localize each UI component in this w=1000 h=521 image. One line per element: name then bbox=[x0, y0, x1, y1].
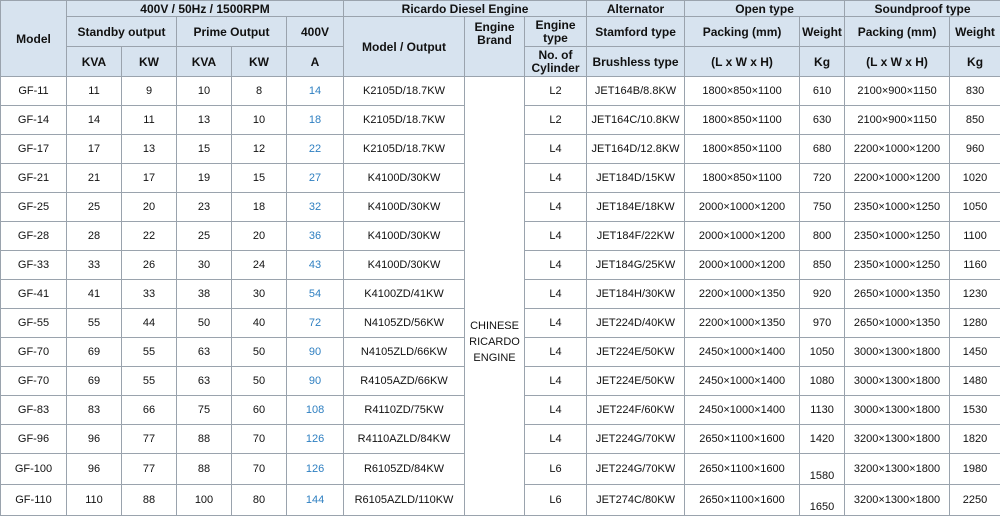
standby-kw-cell: 33 bbox=[122, 280, 177, 309]
engine-model-cell: R6105ZD/84KW bbox=[344, 454, 465, 485]
header-cylinders: No. of Cylinder bbox=[525, 47, 587, 77]
alternator-cell: JET224E/50KW bbox=[587, 367, 685, 396]
cylinder-cell: L4 bbox=[525, 338, 587, 367]
prime-kw-cell: 10 bbox=[232, 106, 287, 135]
soundproof-packing-cell: 3000×1300×1800 bbox=[845, 338, 950, 367]
header-stamford-type: Stamford type bbox=[587, 17, 685, 47]
prime-kw-cell: 24 bbox=[232, 251, 287, 280]
amp-cell: 126 bbox=[287, 454, 344, 485]
header-engine-brand: Engine Brand bbox=[465, 17, 525, 77]
engine-model-cell: N4105ZLD/66KW bbox=[344, 338, 465, 367]
open-weight-cell: 800 bbox=[800, 222, 845, 251]
prime-kw-cell: 70 bbox=[232, 454, 287, 485]
alternator-cell: JET224G/70KW bbox=[587, 425, 685, 454]
header-open-type: Open type bbox=[685, 1, 845, 17]
cylinder-cell: L4 bbox=[525, 309, 587, 338]
soundproof-weight-cell: 2250 bbox=[950, 485, 1000, 516]
soundproof-packing-cell: 3200×1300×1800 bbox=[845, 425, 950, 454]
soundproof-weight-cell: 1450 bbox=[950, 338, 1000, 367]
standby-kw-cell: 55 bbox=[122, 338, 177, 367]
alternator-cell: JET164B/8.8KW bbox=[587, 77, 685, 106]
soundproof-packing-cell: 2100×900×1150 bbox=[845, 77, 950, 106]
soundproof-weight-cell: 960 bbox=[950, 135, 1000, 164]
standby-kva-cell: 25 bbox=[67, 193, 122, 222]
prime-kw-cell: 40 bbox=[232, 309, 287, 338]
alternator-cell: JET164C/10.8KW bbox=[587, 106, 685, 135]
prime-kva-cell: 19 bbox=[177, 164, 232, 193]
model-cell: GF-33 bbox=[1, 251, 67, 280]
cylinder-cell: L4 bbox=[525, 222, 587, 251]
prime-kva-cell: 88 bbox=[177, 454, 232, 485]
header-brushless-type: Brushless type bbox=[587, 47, 685, 77]
open-weight-cell: 680 bbox=[800, 135, 845, 164]
soundproof-weight-cell: 1050 bbox=[950, 193, 1000, 222]
prime-kva-cell: 38 bbox=[177, 280, 232, 309]
open-packing-cell: 2000×1000×1200 bbox=[685, 251, 800, 280]
standby-kva-cell: 17 bbox=[67, 135, 122, 164]
standby-kva-cell: 28 bbox=[67, 222, 122, 251]
open-weight-cell: 1650 bbox=[800, 485, 845, 516]
prime-kva-cell: 15 bbox=[177, 135, 232, 164]
engine-model-cell: K2105D/18.7KW bbox=[344, 77, 465, 106]
soundproof-weight-cell: 830 bbox=[950, 77, 1000, 106]
soundproof-packing-cell: 3200×1300×1800 bbox=[845, 454, 950, 485]
open-weight-cell: 970 bbox=[800, 309, 845, 338]
prime-kva-cell: 88 bbox=[177, 425, 232, 454]
standby-kw-cell: 77 bbox=[122, 454, 177, 485]
prime-kva-cell: 13 bbox=[177, 106, 232, 135]
amp-cell: 18 bbox=[287, 106, 344, 135]
standby-kw-cell: 17 bbox=[122, 164, 177, 193]
cylinder-cell: L4 bbox=[525, 251, 587, 280]
open-packing-cell: 2650×1100×1600 bbox=[685, 425, 800, 454]
prime-kw-cell: 30 bbox=[232, 280, 287, 309]
header-engine-type: Engine type bbox=[525, 17, 587, 47]
model-cell: GF-11 bbox=[1, 77, 67, 106]
amp-cell: 43 bbox=[287, 251, 344, 280]
prime-kva-cell: 50 bbox=[177, 309, 232, 338]
prime-kva-cell: 25 bbox=[177, 222, 232, 251]
model-cell: GF-25 bbox=[1, 193, 67, 222]
standby-kva-cell: 110 bbox=[67, 485, 122, 516]
soundproof-packing-cell: 3000×1300×1800 bbox=[845, 396, 950, 425]
model-cell: GF-55 bbox=[1, 309, 67, 338]
cylinder-cell: L4 bbox=[525, 425, 587, 454]
standby-kva-cell: 14 bbox=[67, 106, 122, 135]
prime-kva-cell: 100 bbox=[177, 485, 232, 516]
engine-model-cell: K4100D/30KW bbox=[344, 222, 465, 251]
prime-kw-cell: 80 bbox=[232, 485, 287, 516]
prime-kva-cell: 75 bbox=[177, 396, 232, 425]
standby-kva-cell: 11 bbox=[67, 77, 122, 106]
standby-kva-cell: 33 bbox=[67, 251, 122, 280]
engine-model-cell: R4110ZD/75KW bbox=[344, 396, 465, 425]
soundproof-weight-cell: 1280 bbox=[950, 309, 1000, 338]
amp-cell: 90 bbox=[287, 367, 344, 396]
alternator-cell: JET224E/50KW bbox=[587, 338, 685, 367]
model-cell: GF-28 bbox=[1, 222, 67, 251]
open-packing-cell: 1800×850×1100 bbox=[685, 77, 800, 106]
model-cell: GF-21 bbox=[1, 164, 67, 193]
standby-kw-cell: 77 bbox=[122, 425, 177, 454]
prime-kw-cell: 60 bbox=[232, 396, 287, 425]
engine-model-cell: R4110AZLD/84KW bbox=[344, 425, 465, 454]
standby-kva-cell: 41 bbox=[67, 280, 122, 309]
cylinder-cell: L4 bbox=[525, 367, 587, 396]
header-model: Model bbox=[1, 1, 67, 77]
soundproof-weight-cell: 1100 bbox=[950, 222, 1000, 251]
standby-kw-cell: 88 bbox=[122, 485, 177, 516]
prime-kw-cell: 50 bbox=[232, 367, 287, 396]
cylinder-cell: L2 bbox=[525, 77, 587, 106]
header-400v-group: 400V / 50Hz / 1500RPM bbox=[67, 1, 344, 17]
alternator-cell: JET224D/40KW bbox=[587, 309, 685, 338]
amp-cell: 27 bbox=[287, 164, 344, 193]
standby-kva-cell: 69 bbox=[67, 367, 122, 396]
amp-cell: 22 bbox=[287, 135, 344, 164]
open-weight-cell: 720 bbox=[800, 164, 845, 193]
open-weight-cell: 850 bbox=[800, 251, 845, 280]
engine-model-cell: K2105D/18.7KW bbox=[344, 106, 465, 135]
header-400v: 400V bbox=[287, 17, 344, 47]
open-packing-cell: 2200×1000×1350 bbox=[685, 280, 800, 309]
prime-kw-cell: 50 bbox=[232, 338, 287, 367]
model-cell: GF-70 bbox=[1, 338, 67, 367]
amp-cell: 126 bbox=[287, 425, 344, 454]
amp-cell: 144 bbox=[287, 485, 344, 516]
open-weight-cell: 920 bbox=[800, 280, 845, 309]
header-amp: A bbox=[287, 47, 344, 77]
standby-kw-cell: 44 bbox=[122, 309, 177, 338]
standby-kw-cell: 26 bbox=[122, 251, 177, 280]
model-cell: GF-83 bbox=[1, 396, 67, 425]
soundproof-weight-cell: 1480 bbox=[950, 367, 1000, 396]
alternator-cell: JET224G/70KW bbox=[587, 454, 685, 485]
model-cell: GF-110 bbox=[1, 485, 67, 516]
prime-kw-cell: 20 bbox=[232, 222, 287, 251]
model-cell: GF-96 bbox=[1, 425, 67, 454]
cylinder-cell: L4 bbox=[525, 135, 587, 164]
amp-cell: 54 bbox=[287, 280, 344, 309]
soundproof-packing-cell: 2200×1000×1200 bbox=[845, 164, 950, 193]
open-weight-cell: 610 bbox=[800, 77, 845, 106]
soundproof-packing-cell: 2200×1000×1200 bbox=[845, 135, 950, 164]
soundproof-weight-cell: 1820 bbox=[950, 425, 1000, 454]
soundproof-packing-cell: 2350×1000×1250 bbox=[845, 193, 950, 222]
header-prime-kva: KVA bbox=[177, 47, 232, 77]
cylinder-cell: L6 bbox=[525, 485, 587, 516]
alternator-cell: JET184H/30KW bbox=[587, 280, 685, 309]
engine-brand-cell: CHINESE RICARDO ENGINE bbox=[465, 77, 525, 516]
open-weight-cell: 1050 bbox=[800, 338, 845, 367]
table-body bbox=[1, 77, 1000, 516]
alternator-cell: JET164D/12.8KW bbox=[587, 135, 685, 164]
open-packing-cell: 2450×1000×1400 bbox=[685, 396, 800, 425]
standby-kva-cell: 69 bbox=[67, 338, 122, 367]
engine-model-cell: K4100ZD/41KW bbox=[344, 280, 465, 309]
standby-kw-cell: 66 bbox=[122, 396, 177, 425]
prime-kw-cell: 70 bbox=[232, 425, 287, 454]
header-standby-kva: KVA bbox=[67, 47, 122, 77]
engine-model-cell: R6105AZLD/110KW bbox=[344, 485, 465, 516]
engine-model-cell: R4105AZD/66KW bbox=[344, 367, 465, 396]
open-weight-cell: 1420 bbox=[800, 425, 845, 454]
table-row bbox=[1, 77, 1000, 106]
soundproof-weight-cell: 1980 bbox=[950, 454, 1000, 485]
cylinder-cell: L4 bbox=[525, 164, 587, 193]
open-weight-cell: 630 bbox=[800, 106, 845, 135]
header-packing-open: Packing (mm) bbox=[685, 17, 800, 47]
model-cell: GF-100 bbox=[1, 454, 67, 485]
standby-kva-cell: 55 bbox=[67, 309, 122, 338]
header-standby-kw: KW bbox=[122, 47, 177, 77]
open-weight-cell: 1080 bbox=[800, 367, 845, 396]
cylinder-cell: L4 bbox=[525, 396, 587, 425]
soundproof-weight-cell: 1160 bbox=[950, 251, 1000, 280]
amp-cell: 36 bbox=[287, 222, 344, 251]
open-packing-cell: 2000×1000×1200 bbox=[685, 222, 800, 251]
standby-kva-cell: 96 bbox=[67, 454, 122, 485]
prime-kw-cell: 18 bbox=[232, 193, 287, 222]
header-lwh-soundproof: (L x W x H) bbox=[845, 47, 950, 77]
header-model-output: Model / Output bbox=[344, 17, 465, 77]
standby-kw-cell: 13 bbox=[122, 135, 177, 164]
standby-kw-cell: 55 bbox=[122, 367, 177, 396]
prime-kva-cell: 23 bbox=[177, 193, 232, 222]
header-lwh-open: (L x W x H) bbox=[685, 47, 800, 77]
header-standby-output: Standby output bbox=[67, 17, 177, 47]
standby-kva-cell: 96 bbox=[67, 425, 122, 454]
standby-kw-cell: 11 bbox=[122, 106, 177, 135]
open-packing-cell: 2200×1000×1350 bbox=[685, 309, 800, 338]
prime-kva-cell: 63 bbox=[177, 338, 232, 367]
standby-kva-cell: 83 bbox=[67, 396, 122, 425]
amp-cell: 90 bbox=[287, 338, 344, 367]
model-cell: GF-17 bbox=[1, 135, 67, 164]
soundproof-packing-cell: 2650×1000×1350 bbox=[845, 280, 950, 309]
standby-kw-cell: 22 bbox=[122, 222, 177, 251]
soundproof-packing-cell: 2100×900×1150 bbox=[845, 106, 950, 135]
header-kg-soundproof: Kg bbox=[950, 47, 1000, 77]
soundproof-packing-cell: 2350×1000×1250 bbox=[845, 222, 950, 251]
engine-model-cell: K4100D/30KW bbox=[344, 251, 465, 280]
alternator-cell: JET274C/80KW bbox=[587, 485, 685, 516]
soundproof-weight-cell: 1230 bbox=[950, 280, 1000, 309]
header-prime-output: Prime Output bbox=[177, 17, 287, 47]
cylinder-cell: L4 bbox=[525, 280, 587, 309]
amp-cell: 108 bbox=[287, 396, 344, 425]
standby-kva-cell: 21 bbox=[67, 164, 122, 193]
open-weight-cell: 1130 bbox=[800, 396, 845, 425]
standby-kw-cell: 9 bbox=[122, 77, 177, 106]
header-weight-open: Weight bbox=[800, 17, 845, 47]
open-packing-cell: 1800×850×1100 bbox=[685, 135, 800, 164]
header-prime-kw: KW bbox=[232, 47, 287, 77]
soundproof-weight-cell: 1020 bbox=[950, 164, 1000, 193]
open-packing-cell: 2650×1100×1600 bbox=[685, 485, 800, 516]
cylinder-cell: L6 bbox=[525, 454, 587, 485]
amp-cell: 72 bbox=[287, 309, 344, 338]
engine-model-cell: K4100D/30KW bbox=[344, 193, 465, 222]
soundproof-packing-cell: 2650×1000×1350 bbox=[845, 309, 950, 338]
open-packing-cell: 2450×1000×1400 bbox=[685, 367, 800, 396]
prime-kva-cell: 63 bbox=[177, 367, 232, 396]
cylinder-cell: L4 bbox=[525, 193, 587, 222]
header-alternator: Alternator bbox=[587, 1, 685, 17]
open-weight-cell: 1580 bbox=[800, 454, 845, 485]
soundproof-packing-cell: 3200×1300×1800 bbox=[845, 485, 950, 516]
alternator-cell: JET184F/22KW bbox=[587, 222, 685, 251]
cylinder-cell: L2 bbox=[525, 106, 587, 135]
open-packing-cell: 2450×1000×1400 bbox=[685, 338, 800, 367]
alternator-cell: JET184D/15KW bbox=[587, 164, 685, 193]
alternator-cell: JET184G/25KW bbox=[587, 251, 685, 280]
open-packing-cell: 1800×850×1100 bbox=[685, 106, 800, 135]
header-soundproof-type: Soundproof type bbox=[845, 1, 1000, 17]
open-packing-cell: 2650×1100×1600 bbox=[685, 454, 800, 485]
engine-model-cell: K2105D/18.7KW bbox=[344, 135, 465, 164]
soundproof-packing-cell: 3000×1300×1800 bbox=[845, 367, 950, 396]
open-weight-cell: 750 bbox=[800, 193, 845, 222]
standby-kw-cell: 20 bbox=[122, 193, 177, 222]
prime-kva-cell: 30 bbox=[177, 251, 232, 280]
prime-kva-cell: 10 bbox=[177, 77, 232, 106]
header-kg-open: Kg bbox=[800, 47, 845, 77]
amp-cell: 32 bbox=[287, 193, 344, 222]
header-packing-soundproof: Packing (mm) bbox=[845, 17, 950, 47]
amp-cell: 14 bbox=[287, 77, 344, 106]
soundproof-weight-cell: 1530 bbox=[950, 396, 1000, 425]
model-cell: GF-41 bbox=[1, 280, 67, 309]
prime-kw-cell: 12 bbox=[232, 135, 287, 164]
soundproof-packing-cell: 2350×1000×1250 bbox=[845, 251, 950, 280]
model-cell: GF-70 bbox=[1, 367, 67, 396]
header-weight-soundproof: Weight bbox=[950, 17, 1000, 47]
alternator-cell: JET224F/60KW bbox=[587, 396, 685, 425]
open-packing-cell: 1800×850×1100 bbox=[685, 164, 800, 193]
engine-model-cell: K4100D/30KW bbox=[344, 164, 465, 193]
prime-kw-cell: 15 bbox=[232, 164, 287, 193]
header-engine-group: Ricardo Diesel Engine bbox=[344, 1, 587, 17]
engine-model-cell: N4105ZD/56KW bbox=[344, 309, 465, 338]
model-cell: GF-14 bbox=[1, 106, 67, 135]
alternator-cell: JET184E/18KW bbox=[587, 193, 685, 222]
prime-kw-cell: 8 bbox=[232, 77, 287, 106]
soundproof-weight-cell: 850 bbox=[950, 106, 1000, 135]
open-packing-cell: 2000×1000×1200 bbox=[685, 193, 800, 222]
